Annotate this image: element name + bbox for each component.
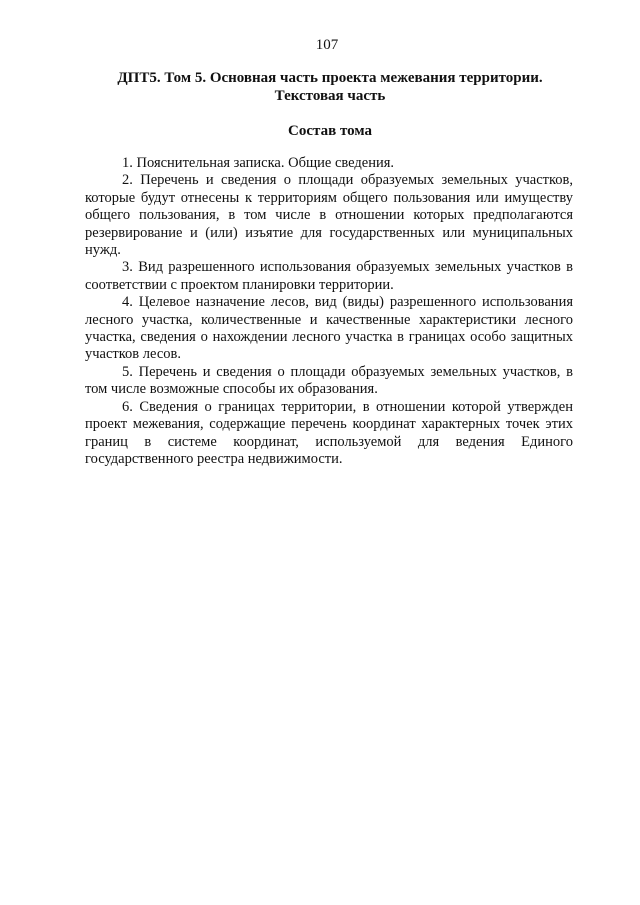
list-item-5: 5. Перечень и сведения о площади образуемых земельных участков, в том числе возможные способы их образования. bbox=[85, 363, 573, 398]
list-item-1: 1. Пояснительная записка. Общие сведения. bbox=[122, 155, 395, 171]
document-title bbox=[90, 69, 570, 105]
document-title-line-1: ДПТ5. Том 5. Основная часть проекта межевания территории. bbox=[117, 70, 543, 86]
list-item-4: 4. Целевое назначение лесов, вид (виды) разрешенного использования лесного участка, количественные и качественные характеристики лесного участка, сведения о нахождении лесного участка в границах особо защитных участков лесов. bbox=[85, 294, 573, 363]
document-title-line-2: Текстовая часть bbox=[274, 88, 386, 104]
page-number: 107 bbox=[315, 37, 339, 53]
list-item-6: 6. Сведения о границах территории, в отношении которой утвержден проект межевания, содержащие перечень координат характерных точек этих границ в системе координат, используемой для ведения Единого государственного реестра недвижимости. bbox=[85, 398, 573, 467]
list-item-3: 3. Вид разрешенного использования образуемых земельных участков в соответствии с проектом планировки территории. bbox=[85, 259, 573, 293]
list-item-2: 2. Перечень и сведения о площади образуемых земельных участков, которые будут отнесены к территориям общего пользования или имуществу общего пользования, в том числе в отношении которых предполагаются резервирование и (или) изъятие для государственных или муниципальных нужд. bbox=[85, 172, 573, 259]
volume-contents-list bbox=[85, 155, 573, 468]
section-title: Состав тома bbox=[288, 123, 372, 139]
